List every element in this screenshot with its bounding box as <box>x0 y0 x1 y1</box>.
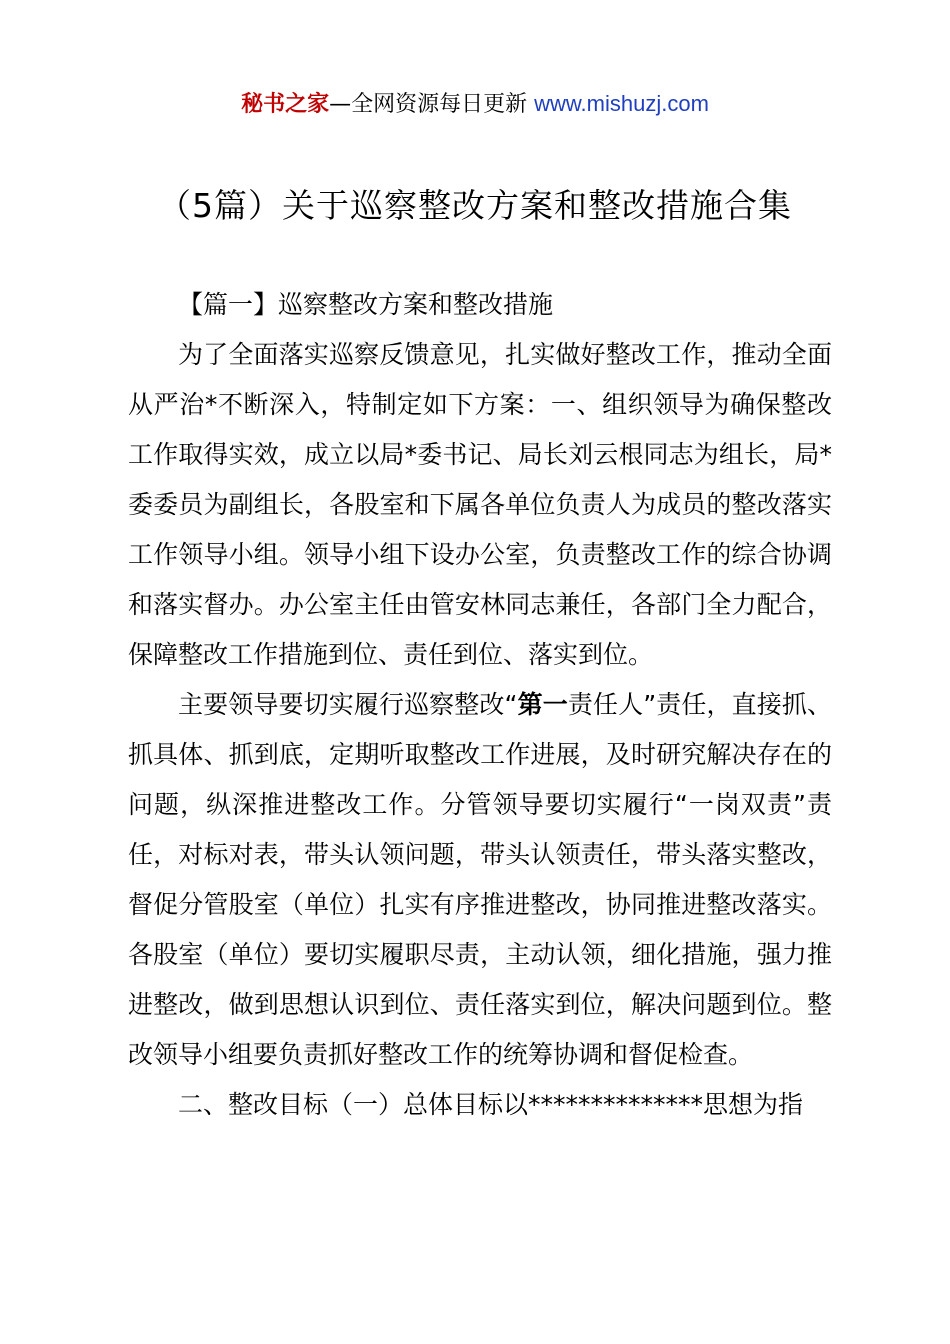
document-body <box>128 280 832 1130</box>
site-tagline: —全网资源每日更新 <box>329 92 535 117</box>
document-title: （5篇）关于巡察整改方案和整改措施合集 <box>158 186 792 225</box>
paragraph-1: 为了全面落实巡察反馈意见，扎实做好整改工作，推动全面从严治*不断深入，特制定如下方案：一、组织领导为确保整改工作取得实效，成立以局*委书记、局长刘云根同志为组长，局*委委员为副组长，各股室和下属各单位负责人为成员的整改落实工作领导小组。领导小组下设办公室，负责整改工作的综合协调和落实督办。办公室主任由管安林同志兼任，各部门全力配合，保障整改工作措施到位、责任到位、落实到位。 <box>128 340 832 669</box>
site-header <box>0 88 950 121</box>
paragraph-2-text-a: 主要领导要切实履行巡察整改“ <box>178 690 518 719</box>
site-url-link[interactable]: www.mishuzj.com <box>534 91 709 116</box>
paragraph-2-bold: 第一 <box>517 690 568 719</box>
site-brand: 秘书之家 <box>241 92 330 117</box>
paragraph-2-text-b: 责任人”责任，直接抓、抓具体、抓到底，定期听取整改工作进展，及时研究解决存在的问题，纵深推进整改工作。分管领导要切实履行“一岗双责”责任，对标对表，带头认领问题，带头认领责任，带头落实整改，督促分管股室（单位）扎实有序推进整改，协同推进整改落实。各股室（单位）要切实履职尽责，主动认领，细化措施，强力推进整改，做到思想认识到位、责任落实到位，解决问题到位。整改领导小组要负责抓好整改工作的统筹协调和督促检查。 <box>128 690 832 1069</box>
section-heading: 【篇一】巡察整改方案和整改措施 <box>178 290 554 319</box>
paragraph-2 <box>128 680 832 1080</box>
paragraph-3: 二、整改目标（一）总体目标以**************思想为指 <box>178 1090 804 1119</box>
